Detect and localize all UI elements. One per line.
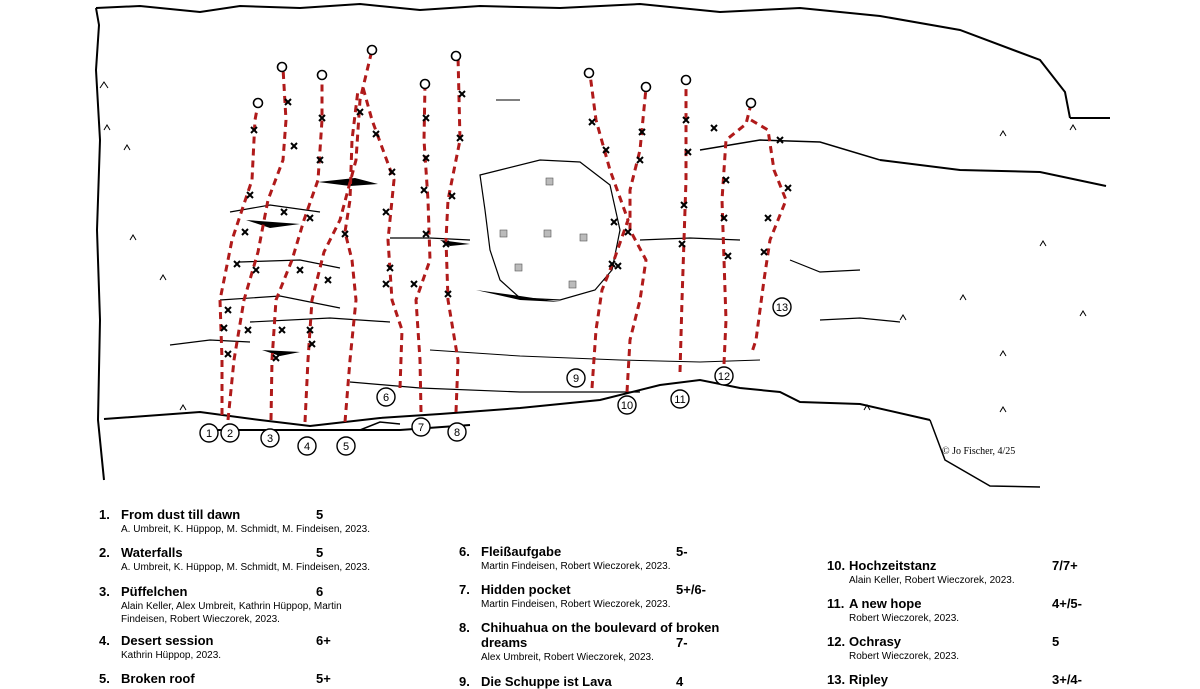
route-grade: 6 xyxy=(316,584,324,599)
bolt-mark xyxy=(297,267,303,273)
route-number-label-2 xyxy=(221,424,239,442)
svg-text:5: 5 xyxy=(342,441,350,453)
route-line-4 xyxy=(305,50,372,422)
route-line-9 xyxy=(590,74,628,388)
route-number: 8. xyxy=(459,620,470,635)
bolt-markers xyxy=(500,178,587,288)
route-grade: 5 xyxy=(316,545,324,560)
route-name: Hochzeitstanz xyxy=(849,558,937,573)
route-line-7 xyxy=(416,84,430,412)
route-number: 4. xyxy=(99,633,110,648)
route-first-ascent: Alain Keller, Alex Umbreit, Kathrin Hüppop, Martin Findeisen, Robert Wieczorek, 2023. xyxy=(121,601,342,625)
rock-outline xyxy=(96,4,1110,480)
route-line-2 xyxy=(228,68,286,420)
route-anchor-8 xyxy=(452,52,461,61)
route-grade: 5 xyxy=(1052,634,1060,649)
route-grade: 5- xyxy=(676,544,688,559)
route-number-label-11 xyxy=(671,390,689,408)
route-number: 3. xyxy=(99,584,110,599)
route-number-label-9 xyxy=(567,369,585,387)
route-line-13 xyxy=(751,120,789,352)
svg-text:6: 6 xyxy=(382,392,390,404)
route-first-ascent: Alex Umbreit, Robert Wieczorek, 2023. xyxy=(481,652,654,663)
route-first-ascent: Alain Keller, Robert Wieczorek, 2023. xyxy=(849,575,1015,586)
route-number-label-10 xyxy=(618,396,636,414)
svg-text:8: 8 xyxy=(453,427,461,439)
route-anchor-9 xyxy=(585,69,594,78)
svg-text:3: 3 xyxy=(266,433,274,445)
route-line-8 xyxy=(446,56,460,412)
svg-text:13: 13 xyxy=(775,302,789,314)
route-number: 5. xyxy=(99,671,110,686)
bolt-mark xyxy=(679,241,685,247)
route-line-12 xyxy=(722,104,751,364)
bolt-mark xyxy=(234,261,240,267)
route-name: From dust till dawn xyxy=(121,507,241,522)
route-bolts xyxy=(221,91,791,361)
bolt-mark xyxy=(325,277,331,283)
route-line-3 xyxy=(271,76,322,420)
route-number: 1. xyxy=(99,507,110,522)
route-number: 6. xyxy=(459,544,470,559)
route-grade: 6+ xyxy=(316,633,331,648)
route-number: 2. xyxy=(99,545,110,560)
route-anchor-3 xyxy=(318,71,327,80)
bolt-mark xyxy=(459,91,465,97)
route-name: Waterfalls xyxy=(121,545,183,560)
bolt-mark xyxy=(253,267,259,273)
route-number-label-7 xyxy=(412,418,430,436)
route-number-label-12 xyxy=(715,367,733,385)
route-number-label-5 xyxy=(337,437,355,455)
route-line-1 xyxy=(220,104,258,415)
route-grade: 4+/5- xyxy=(1052,596,1082,611)
bolt-mark xyxy=(245,327,251,333)
bolt-mark xyxy=(611,219,617,225)
route-first-ascent: Martin Findeisen, Robert Wieczorek, 2023. xyxy=(481,599,671,610)
route-first-ascent: Kathrin Hüppop, 2023. xyxy=(121,650,222,661)
route-anchor-2 xyxy=(278,63,287,72)
svg-text:1: 1 xyxy=(205,428,213,440)
svg-text:7: 7 xyxy=(417,422,425,434)
route-first-ascent: Martin Findeisen, Robert Wieczorek, 2023. xyxy=(481,561,671,572)
route-grade: 7- xyxy=(676,635,688,650)
route-name: Püffelchen xyxy=(121,584,188,599)
bolt-mark xyxy=(383,281,389,287)
route-first-ascent: A. Umbreit, K. Hüppop, M. Schmidt, M. Findeisen, 2023. xyxy=(121,524,370,535)
bolt-mark xyxy=(291,143,297,149)
route-anchor-12 xyxy=(747,99,756,108)
route-anchor-10 xyxy=(642,83,651,92)
bolt-mark xyxy=(281,209,287,215)
route-name: A new hope xyxy=(849,596,922,611)
route-number: 13. xyxy=(827,672,846,687)
bolt-mark xyxy=(711,125,717,131)
route-anchors xyxy=(254,46,756,108)
route-grade: 7/7+ xyxy=(1052,558,1078,573)
bolt-mark xyxy=(411,281,417,287)
bolt-mark xyxy=(423,115,429,121)
bolt-mark xyxy=(637,157,643,163)
svg-text:11: 11 xyxy=(674,394,686,406)
bolt-mark xyxy=(247,192,253,198)
rock-detail xyxy=(170,160,900,345)
bolt-mark xyxy=(225,307,231,313)
route-number: 10. xyxy=(827,558,846,573)
bolt-mark xyxy=(307,215,313,221)
route-name: Broken roof xyxy=(121,671,195,686)
route-first-ascent: Robert Wieczorek, 2023. xyxy=(849,651,960,662)
bolt-mark xyxy=(589,119,595,125)
route-name: Ochrasy xyxy=(849,634,902,649)
route-grade: 4 xyxy=(676,674,684,689)
route-labels xyxy=(200,298,791,455)
svg-text:2: 2 xyxy=(226,428,234,440)
bolt-mark xyxy=(342,231,348,237)
bolt-mark xyxy=(242,229,248,235)
route-number-label-3 xyxy=(261,429,279,447)
bolt-mark xyxy=(421,187,427,193)
bolt-mark xyxy=(383,209,389,215)
route-name: Die Schuppe ist Lava xyxy=(481,674,612,689)
route-name: Ripley xyxy=(849,672,889,687)
bolt-mark xyxy=(615,263,621,269)
bolt-mark xyxy=(319,115,325,121)
route-name: Fleißaufgabe xyxy=(481,544,562,559)
bolt-mark xyxy=(225,351,231,357)
route-anchor-1 xyxy=(254,99,263,108)
bolt-mark xyxy=(761,249,767,255)
route-number-label-13 xyxy=(773,298,791,316)
route-first-ascent: A. Umbreit, K. Hüppop, M. Schmidt, M. Findeisen, 2023. xyxy=(121,562,370,573)
route-number-label-6 xyxy=(377,388,395,406)
route-line-6 xyxy=(362,84,402,388)
route-anchor-7 xyxy=(421,80,430,89)
svg-text:9: 9 xyxy=(572,373,580,385)
bolt-mark xyxy=(625,229,631,235)
rock-shadows xyxy=(246,178,560,356)
bolt-mark xyxy=(765,215,771,221)
route-number: 7. xyxy=(459,582,470,597)
route-grade: 5 xyxy=(316,507,324,522)
route-name: Hidden pocket xyxy=(481,582,571,597)
svg-text:12: 12 xyxy=(717,371,731,383)
bolt-mark xyxy=(279,327,285,333)
route-number-label-1 xyxy=(200,424,218,442)
route-number: 12. xyxy=(827,634,846,649)
route-first-ascent: Robert Wieczorek, 2023. xyxy=(849,613,960,624)
route-number: 11. xyxy=(827,596,845,611)
route-grade: 3+/4- xyxy=(1052,672,1082,687)
svg-text:4: 4 xyxy=(303,441,311,453)
bolt-mark xyxy=(273,355,279,361)
route-line-11 xyxy=(680,80,686,372)
route-grade: 5+ xyxy=(316,671,331,686)
copyright-text: © Jo Fischer, 4/25 xyxy=(942,446,1016,457)
route-grade: 5+/6- xyxy=(676,582,706,597)
bolt-mark xyxy=(725,253,731,259)
route-number-label-4 xyxy=(298,437,316,455)
bolt-mark xyxy=(785,185,791,191)
route-anchor-4 xyxy=(368,46,377,55)
route-name: Chihuahua on the boulevard of broken dreams xyxy=(481,620,720,650)
route-anchor-11 xyxy=(682,76,691,85)
route-number-label-8 xyxy=(448,423,466,441)
svg-text:10: 10 xyxy=(620,400,634,412)
route-name: Desert session xyxy=(121,633,214,648)
route-number: 9. xyxy=(459,674,470,689)
